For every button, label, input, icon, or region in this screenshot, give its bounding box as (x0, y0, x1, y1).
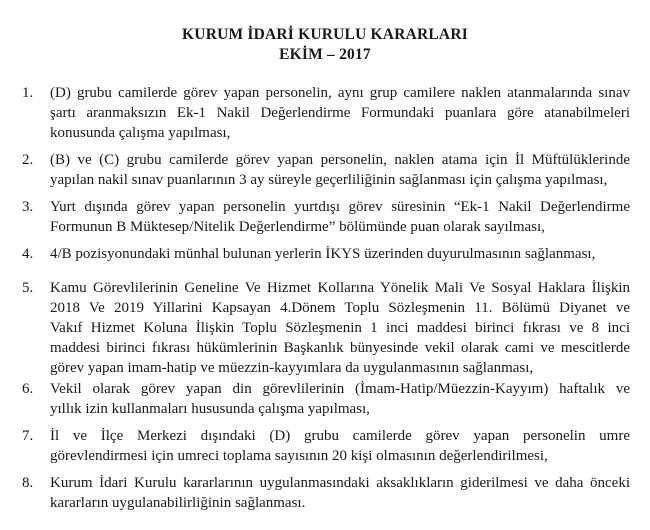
item-text (50, 83, 630, 143)
item-number: 4. (22, 246, 34, 262)
item-line: Kamu Görevlilerinin Geneline Ve Hizmet Kollarına Yönelik Mali Ve Sosyal Haklara İlişkin (50, 280, 630, 296)
item-text (50, 379, 630, 419)
item-line: İl ve İlçe Merkezi dışındaki (D) grubu camilerde görev yapan personelin umre (50, 428, 630, 444)
item-line: kararların uygulanabilirliğinin sağlanması. (50, 495, 306, 511)
document-subtitle: EKİM – 2017 (279, 46, 371, 63)
item-line: Kurum İdari Kurulu kararlarının uygulanmasındaki aksaklıkların giderilmesi ve daha önceki (50, 475, 630, 491)
item-text (50, 278, 630, 378)
item-number: 1. (22, 85, 34, 101)
item-line: görev yapan imam-hatip ve müezzin-kayyımlara da uygulanmasının sağlanması, (50, 360, 534, 376)
item-number: 3. (22, 199, 34, 215)
item-line: şartı aranmaksızın Ek-1 Nakil Değerlendirme Formundaki puanlara göre atanabilmeleri (50, 105, 630, 121)
item-line: (D) grubu camilerde görev yapan personelin, aynı grup camilere naklen atanmalarında sınav (50, 85, 630, 101)
item-number: 2. (22, 152, 34, 168)
item-text (50, 426, 630, 466)
item-line: 4/B pozisyonundaki münhal bulunan yerlerin İKYS üzerinden duyurulmasının sağlanması, (50, 246, 596, 262)
item-line: Yurt dışında görev yapan personelin yurtdışı görev süresinin “Ek-1 Nakil Değerlendirme (50, 199, 630, 215)
item-line: Formunun B Müktesep/Nitelik Değerlendirme” bölümünde puan olarak sayılması, (50, 219, 545, 235)
item-line: Vakıf Hizmet Koluna İlişkin Toplu Sözleşmenin 1 inci maddesi birinci fıkrası ve 8 inci (50, 320, 630, 336)
item-line: (B) ve (C) grubu camilerde görev yapan personelin, naklen atama için İl Müftülüklerinde (50, 152, 630, 168)
item-line: yapılan nakil sınav puanlarının 3 ay süreyle geçerliliğinin sağlanması için çalışma yapılması, (50, 172, 608, 188)
item-line: yıllık izin kullanmaları hususunda çalışma yapılması, (50, 401, 370, 417)
item-line: görevlendirmesi için umreci toplama sayısının 20 kişi olmasının değerlendirilmesi, (50, 448, 548, 464)
item-text (50, 244, 630, 264)
item-number: 8. (22, 475, 34, 491)
item-number: 5. (22, 280, 34, 296)
item-line: konusunda çalışma yapılması, (50, 125, 231, 141)
item-number: 6. (22, 381, 34, 397)
item-line: Vekil olarak görev yapan din görevlilerinin (İmam-Hatip/Müezzin-Kayyım) haftalık ve (50, 381, 630, 397)
item-line: 2018 Ve 2019 Yillarini Kapsayan 4.Dönem Toplu Sözleşmenin 11. Bölümü Diyanet ve (50, 300, 630, 316)
item-line: maddesi birinci fıkrası hükümlerinin Başkanlık bünyesinde vekil olarak cami ve mescitlerde (50, 340, 630, 356)
item-text (50, 197, 630, 237)
item-number: 7. (22, 428, 34, 444)
item-text (50, 150, 630, 190)
item-text (50, 473, 630, 513)
document-title: KURUM İDARİ KURULU KARARLARI (182, 26, 468, 43)
